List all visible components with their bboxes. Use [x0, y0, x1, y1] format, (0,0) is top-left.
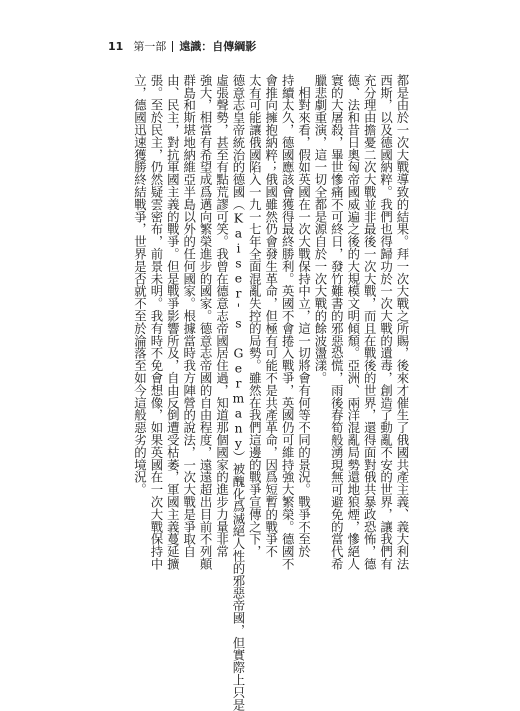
text-column: 虛張聲勢，甚至有點荒謬可笑。我曾在德意志帝國居住過，知道那個國家的進步力量非常 — [214, 74, 230, 558]
chapter-title: 遠識：自傳綱影 — [179, 40, 257, 53]
page-number: 11 — [108, 39, 124, 53]
text-column: 強大，相當有希望成爲邁向繁榮進步的國家。德意志帝國的自由程度，遠遠超出目前不列顛 — [198, 74, 214, 570]
body-text — [131, 74, 410, 711]
text-column: 都是由於一次大戰導致的結果。拜一次大戰之所賜，後來才催生了俄國共產主義、義大利法 — [395, 74, 410, 570]
running-header — [108, 38, 256, 54]
text-column: 寰的大屠殺，畢世慘痛不可終日，發竹難書的邪惡恐慌，雨後春筍般湧現無可避免的當代希 — [329, 74, 345, 570]
text-column: 會推向擁抱納粹；俄國雖然仍會發生革命，但極有可能不是共產革命，因爲短暫的戰爭不 — [263, 74, 279, 558]
text-column: 臘悲劇重演，這一切全都是源自於一次大戰的餘波盪漾。 — [312, 74, 328, 384]
text-column: 太有可能讓俄國陷入一九一七年全面混亂失控的局勢。雖然在我們這邊的戰爭宣傳之下， — [247, 74, 263, 558]
text-column: 德意志皇帝統治的德國（Kaiser's Germany）被醜化爲滅絕人性的邪惡帝國，但實際上只是 — [230, 74, 246, 711]
text-column: 持續太久，德國應該會獲得最終勝利。英國不會捲入戰爭，英國仍可維持強大繁榮。德國不 — [280, 74, 296, 570]
text-column: 群島和斯堪地納維亞半島以外的任何國家。根據當時我方陣營的說法，一次大戰是爭取自 — [181, 74, 197, 558]
text-column: 立，德國迅速獲勝終結戰爭，世界是否就不至於淪落至如今這般惡劣的境況。 — [132, 74, 148, 496]
header-divider — [172, 41, 173, 52]
text-column: 由、民主，對抗軍國主義的戰爭。但是戰爭影響所及，自由反倒遭受枯萎，軍國主義蔓延擴 — [165, 74, 181, 570]
text-column: 西斯，以及德國納粹。我們也得歸功於一次大戰的遺毒，創造了動亂不安的世界，讓我們有 — [378, 74, 394, 570]
text-column: 張。至於民主，仍然疑雲密布，前景未明。我有時不免會想像，如果英國在一次大戰保持中 — [148, 74, 164, 570]
text-column: 德、法和昔日奧匈帝國威遍之後的大規模文明傾頹。亞洲、兩洋混亂局勢還地狼煙，慘絕人 — [345, 74, 361, 570]
text-column: 相對來看，假如英國在一次大戰保持中立，這一切將會有何等不同的景況。戰爭不至於 — [296, 74, 312, 558]
part-label: 第一部 — [133, 40, 167, 53]
text-column: 充分理由擔憂二次大戰並非最後一次大戰，而且在戰後的世界，還得面對俄共暴政恐怖，德 — [362, 74, 378, 570]
